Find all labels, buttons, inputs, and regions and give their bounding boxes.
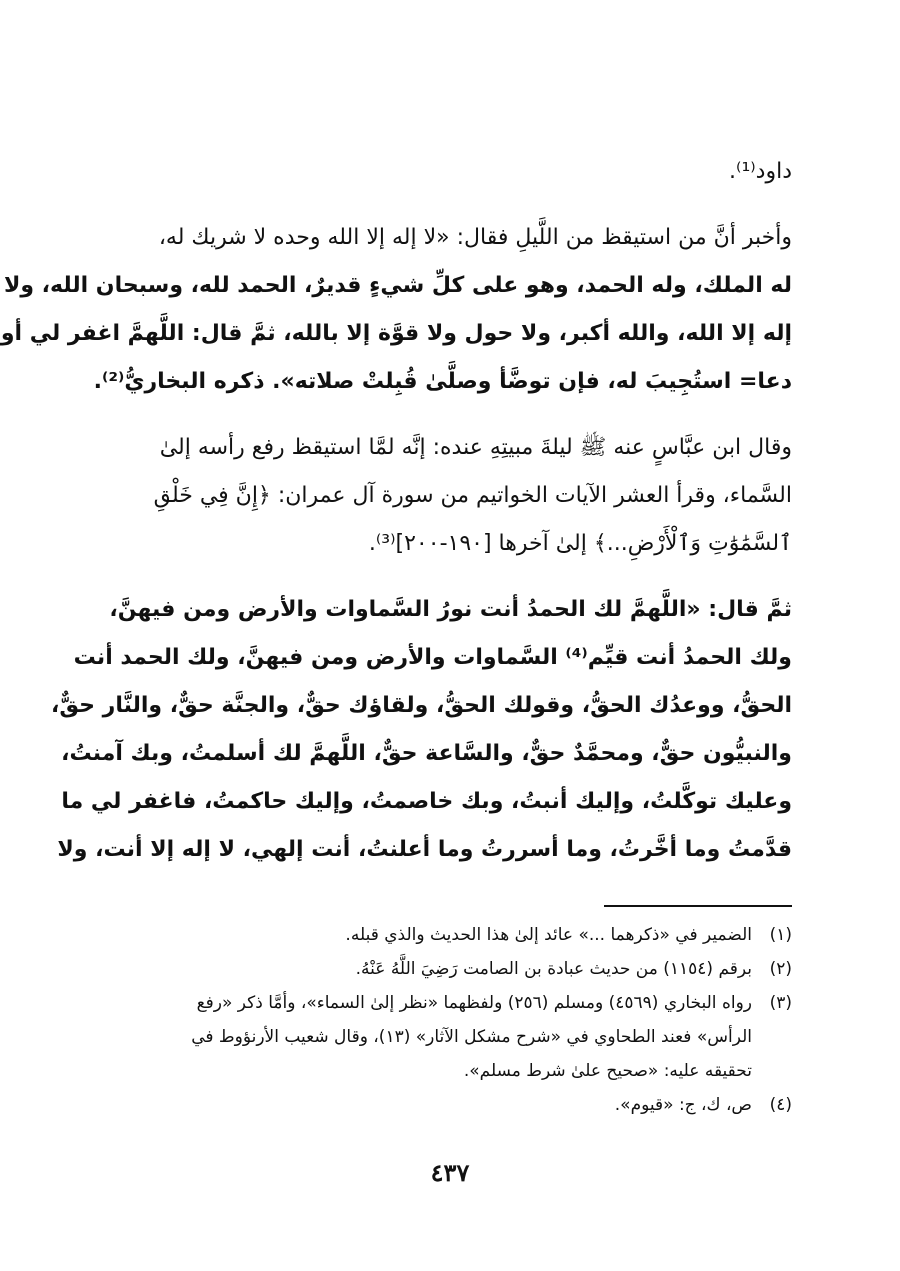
footnote-divider <box>604 905 792 907</box>
footnote-number: (١) <box>769 925 792 945</box>
text-line: ٱلسَّمَٰوَٰتِ وَٱلْأَرْضِ...﴾ إلىٰ آخرها [١٩٠-٢٠٠]⁽³⁾. <box>368 531 792 556</box>
text-line: السَّماء، وقرأ العشر الآيات الخواتيم من سورة آل عمران: ﴿إِنَّ فِي خَلْقِ <box>153 483 792 508</box>
footnote-number: (٢) <box>769 959 792 979</box>
text-line: إله إلا الله، والله أكبر، ولا حول ولا قوَّة إلا بالله، ثمَّ قال: اللَّهمَّ اغفر لي أو <box>0 321 792 346</box>
footnote-number: (٣) <box>769 993 792 1013</box>
footnote-text: ص، ك، ج: «قيوم». <box>614 1095 752 1115</box>
footnote-number: (٤) <box>769 1095 792 1115</box>
text-line: والنبيُّون حقٌّ، ومحمَّدٌ حقٌّ، والسَّاعة حقٌّ، اللَّهمَّ لك أسلمتُ، وبك آمنتُ، <box>61 741 792 766</box>
text-line: وعليك توكَّلتُ، وإليك أنبتُ، وبك خاصمتُ، وإليك حاكمتُ، فاغفر لي ما <box>61 789 792 814</box>
text-line: ولك الحمدُ أنت قيِّم⁽⁴⁾ السَّماوات والأرض ومن فيهنَّ، ولك الحمد أنت <box>73 645 792 670</box>
main-text <box>0 148 792 874</box>
text-line: له الملك، وله الحمد، وهو على كلِّ شيءٍ قديرٌ، الحمد لله، وسبحان الله، ولا <box>3 273 792 298</box>
text-line: وقال ابن عبَّاسٍ عنه ﷺ ليلةَ مبيتِهِ عنده: إنَّه لمَّا استيقظ رفع رأسه إلىٰ <box>159 435 792 460</box>
text-line: قدَّمتُ وما أخَّرتُ، وما أسررتُ وما أعلنتُ، أنت إلهي، لا إله إلا أنت، ولا <box>57 837 792 862</box>
text-line: داود⁽¹⁾. <box>729 159 792 184</box>
footnote-3 <box>116 986 792 1088</box>
text-line: ثمَّ قال: «اللَّهمَّ لك الحمدُ أنت نورُ السَّماوات والأرض ومن فيهنَّ، <box>109 597 792 622</box>
footnote-text: رواه البخاري (٤٥٦٩) ومسلم (٢٥٦) ولفظهما «نظر إلىٰ السماء»، وأمَّا ذكر «رفع <box>196 993 752 1013</box>
footnote-4 <box>116 1088 792 1122</box>
footnote-text: الرأس» فعند الطحاوي في «شرح مشكل الآثار» (١٣)، وقال شعيب الأرنؤوط في <box>191 1027 752 1047</box>
footnote-1 <box>116 918 792 952</box>
text-line: الحقُّ، ووعدُك الحقُّ، وقولك الحقُّ، ولقاؤك حقٌّ، والجنَّة حقٌّ، والنَّار حقٌّ، <box>50 693 792 718</box>
text-line: دعا= استُجِيبَ له، فإن توضَّأ وصلَّىٰ قُبِلتْ صلاته». ذكره البخاريُّ⁽²⁾. <box>93 369 792 394</box>
page-number: ٤٣٧ <box>430 1158 470 1187</box>
text-line: وأخبر أنَّ من استيقظ من اللَّيلِ فقال: «لا إله إلا الله وحده لا شريك له، <box>158 225 792 250</box>
footnotes <box>116 918 792 1122</box>
footnote-text: الضمير في «ذكرهما ...» عائد إلىٰ هذا الحديث والذي قبله. <box>345 925 752 945</box>
footnote-text: برقم (١١٥٤) من حديث عبادة بن الصامت رَضِيَ اللَّهُ عَنْهُ. <box>355 959 752 979</box>
footnote-text: تحقيقه عليه: «صحيح علىٰ شرط مسلم». <box>463 1061 752 1081</box>
footnote-2 <box>116 952 792 986</box>
